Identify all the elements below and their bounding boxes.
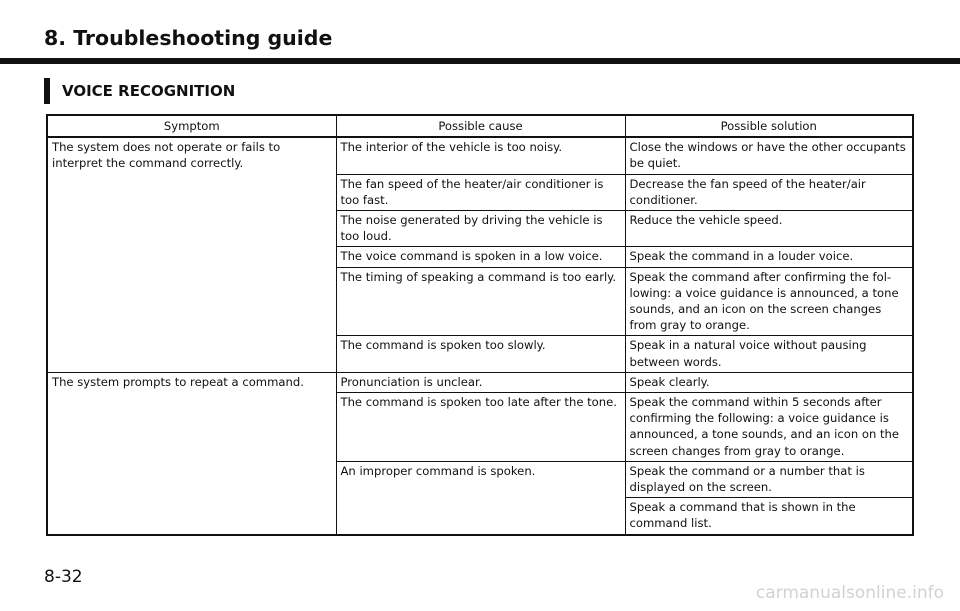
page-number: 8-32 [44,567,83,587]
solution-cell: Speak in a natural voice without pausing between words. [625,336,913,372]
cause-cell: An improper command is spoken. [336,461,625,534]
cause-cell: The noise generated by driving the vehicle is too loud. [336,211,625,247]
solution-cell: Decrease the fan speed of the heater/air conditioner. [625,174,913,210]
column-header-symptom: Symptom [47,115,336,137]
chapter-title: 8. Troubleshooting guide [44,26,333,50]
solution-cell: Speak a command that is shown in the command list. [625,498,913,535]
watermark: carmanualsonline.info [755,583,944,603]
solution-cell: Speak the command after confirming the fol-lowing: a voice guidance is announced, a tone sounds, and an icon on the screen changes from gray to orange. [625,267,913,336]
symptom-cell: The system does not operate or fails to interpret the command correctly. [47,137,336,372]
chapter-rule [0,58,960,64]
column-header-possible-solution: Possible solution [625,115,913,137]
table-row [47,372,913,392]
cause-cell: The timing of speaking a command is too early. [336,267,625,336]
table-row [47,137,913,174]
section-title: VOICE RECOGNITION [62,82,236,100]
solution-cell: Close the windows or have the other occupants be quiet. [625,137,913,174]
solution-cell: Speak the command in a louder voice. [625,247,913,267]
table-header-row [47,115,913,137]
symptom-cell: The system prompts to repeat a command. [47,372,336,534]
cause-cell: The fan speed of the heater/air conditioner is too fast. [336,174,625,210]
solution-cell: Speak the command or a number that is displayed on the screen. [625,461,913,497]
cause-cell: The command is spoken too late after the tone. [336,393,625,462]
troubleshooting-table [46,114,914,536]
column-header-possible-cause: Possible cause [336,115,625,137]
cause-cell: Pronunciation is unclear. [336,372,625,392]
solution-cell: Speak the command within 5 seconds after confirming the following: a voice guidance is announced, a tone sounds, and an icon on the screen changes from gray to orange. [625,393,913,462]
cause-cell: The voice command is spoken in a low voice. [336,247,625,267]
cause-cell: The command is spoken too slowly. [336,336,625,372]
solution-cell: Reduce the vehicle speed. [625,211,913,247]
section-marker-bar [44,78,50,104]
solution-cell: Speak clearly. [625,372,913,392]
cause-cell: The interior of the vehicle is too noisy. [336,137,625,174]
